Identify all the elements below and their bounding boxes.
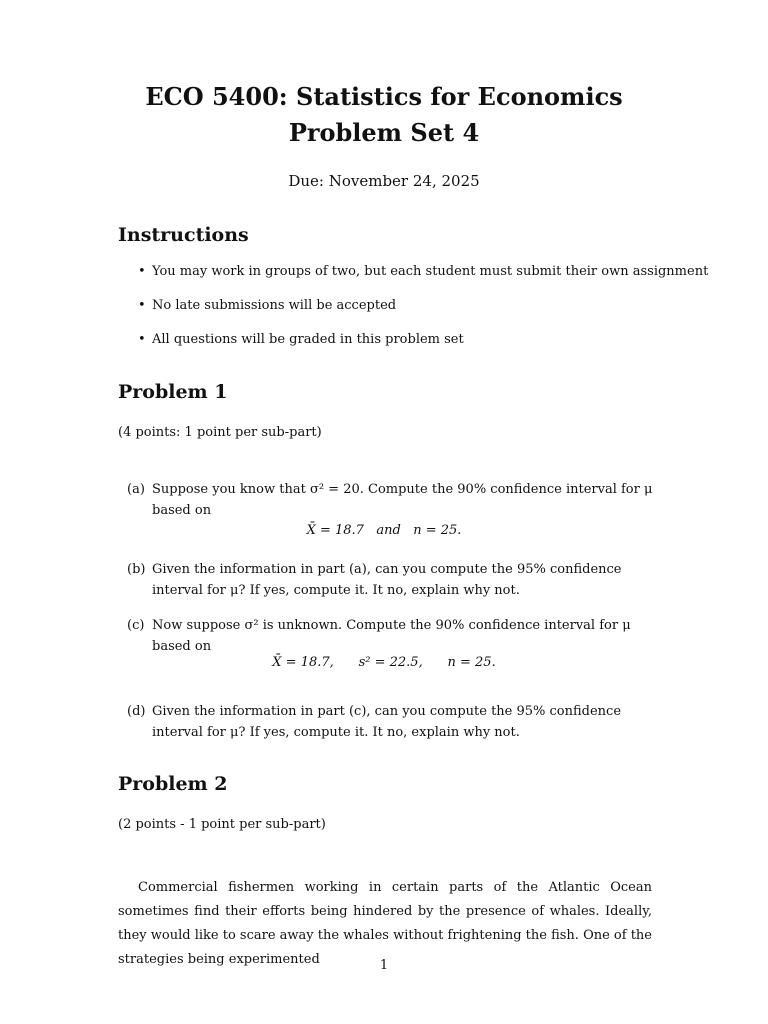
part-text: Suppose you know that σ² = 20. Compute the 90% confidence interval for μ based on (152, 482, 653, 518)
part-text: Given the information in part (a), can you compute the 95% confidence interval for μ? If yes, compute it. It no, explain why not. (152, 562, 622, 598)
bullet-icon: • (138, 264, 146, 279)
part-text: Now suppose σ² is unknown. Compute the 90% confidence interval for μ based on (152, 618, 631, 654)
instruction-text: You may work in groups of two, but each student must submit their own assignment (152, 264, 709, 279)
part-label: (a) (127, 482, 145, 497)
part-text: Given the information in part (c), can you compute the 95% confidence interval for μ? If yes, compute it. It no, explain why not. (152, 704, 622, 740)
part-label: (c) (127, 618, 145, 633)
equation-c: X̄ = 18.7, s² = 22.5, n = 25. (272, 655, 496, 670)
problem1-part-d (127, 701, 657, 743)
document-subtitle: Problem Set 4 (288, 118, 480, 147)
instruction-text: No late submissions will be accepted (152, 298, 397, 313)
instruction-bullet (138, 332, 464, 347)
instruction-text: All questions will be graded in this problem set (152, 332, 464, 347)
instructions-heading: Instructions (118, 224, 249, 246)
page-number: 1 (379, 958, 389, 973)
problem1-points: (4 points: 1 point per sub-part) (118, 425, 322, 440)
problem1-part-a (127, 479, 657, 521)
due-date: Due: November 24, 2025 (288, 172, 480, 190)
bullet-icon: • (138, 298, 146, 313)
paragraph-text: Commercial fishermen working in certain parts of the Atlantic Ocean sometimes find their efforts being hindered by the presence of whales. Ideally, they would like to scare away the whales without frightening the fish. One of the strategies being experimented (118, 880, 652, 967)
problem2-heading: Problem 2 (118, 773, 228, 795)
instruction-bullet (138, 298, 396, 313)
equation-a: X̄ = 18.7 and n = 25. (306, 523, 462, 538)
problem1-part-b (127, 559, 657, 601)
part-label: (b) (127, 562, 146, 577)
problem1-heading: Problem 1 (118, 381, 228, 403)
part-label: (d) (127, 704, 146, 719)
document-title: ECO 5400: Statistics for Economics (145, 82, 623, 111)
problem1-part-c (127, 615, 657, 657)
instruction-bullet (138, 264, 708, 279)
problem2-points: (2 points - 1 point per sub-part) (118, 817, 326, 832)
bullet-icon: • (138, 332, 146, 347)
